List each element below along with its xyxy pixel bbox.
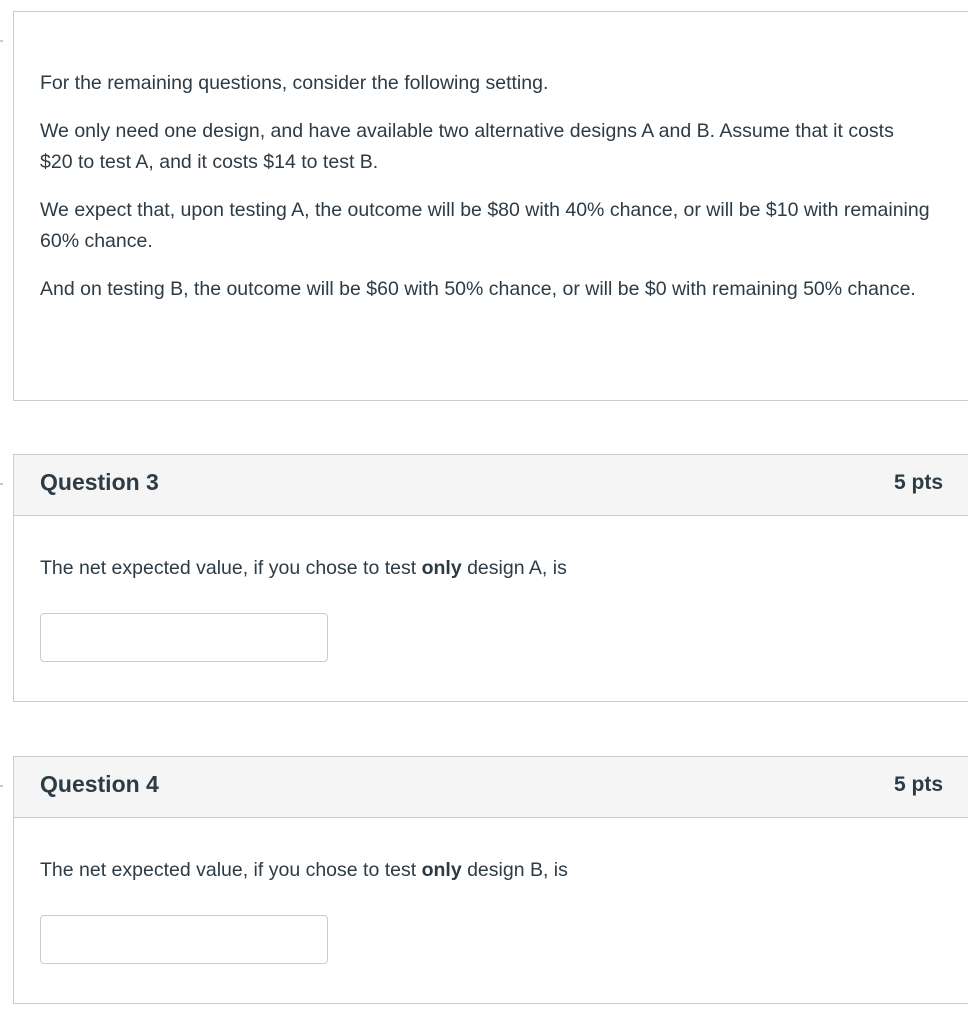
question-body [14,516,968,662]
question-points: 5 pts [893,773,943,796]
setting-text-panel [13,11,968,401]
question-title: Question 4 [40,771,159,797]
edge-marker [0,785,3,787]
question-3-panel [13,454,968,702]
question-title: Question 3 [40,469,159,495]
question-header [14,757,968,818]
question-text-end: design A, is [461,557,567,579]
question-points: 5 pts [893,471,943,494]
edge-marker [0,40,3,42]
question-header [14,455,968,516]
question-text [40,856,968,884]
setting-paragraph: And on testing B, the outcome will be $60 with 50% chance, or will be $0 with remaining 50% chance. [40,278,916,300]
setting-paragraph: We only need one design, and have available two alternative designs A and B. Assume that it costs $20 to test A, and it costs $14 to test B. [40,120,894,173]
setting-paragraph: For the remaining questions, consider the following setting. [40,72,549,94]
setting-paragraph: We expect that, upon testing A, the outcome will be $80 with 40% chance, or will be $10 with remaining 60% chance. [40,199,930,252]
question-text-emphasis: only [421,557,462,579]
question-text-end: design B, is [461,859,568,881]
question-body [14,818,968,964]
question-text-start: The net expected value, if you chose to test [40,557,422,579]
answer-input[interactable] [40,613,328,662]
question-text-start: The net expected value, if you chose to test [40,859,422,881]
edge-marker [0,483,3,485]
answer-input[interactable] [40,915,328,964]
question-text-emphasis: only [421,859,462,881]
question-text [40,554,968,582]
question-4-panel [13,756,968,1004]
